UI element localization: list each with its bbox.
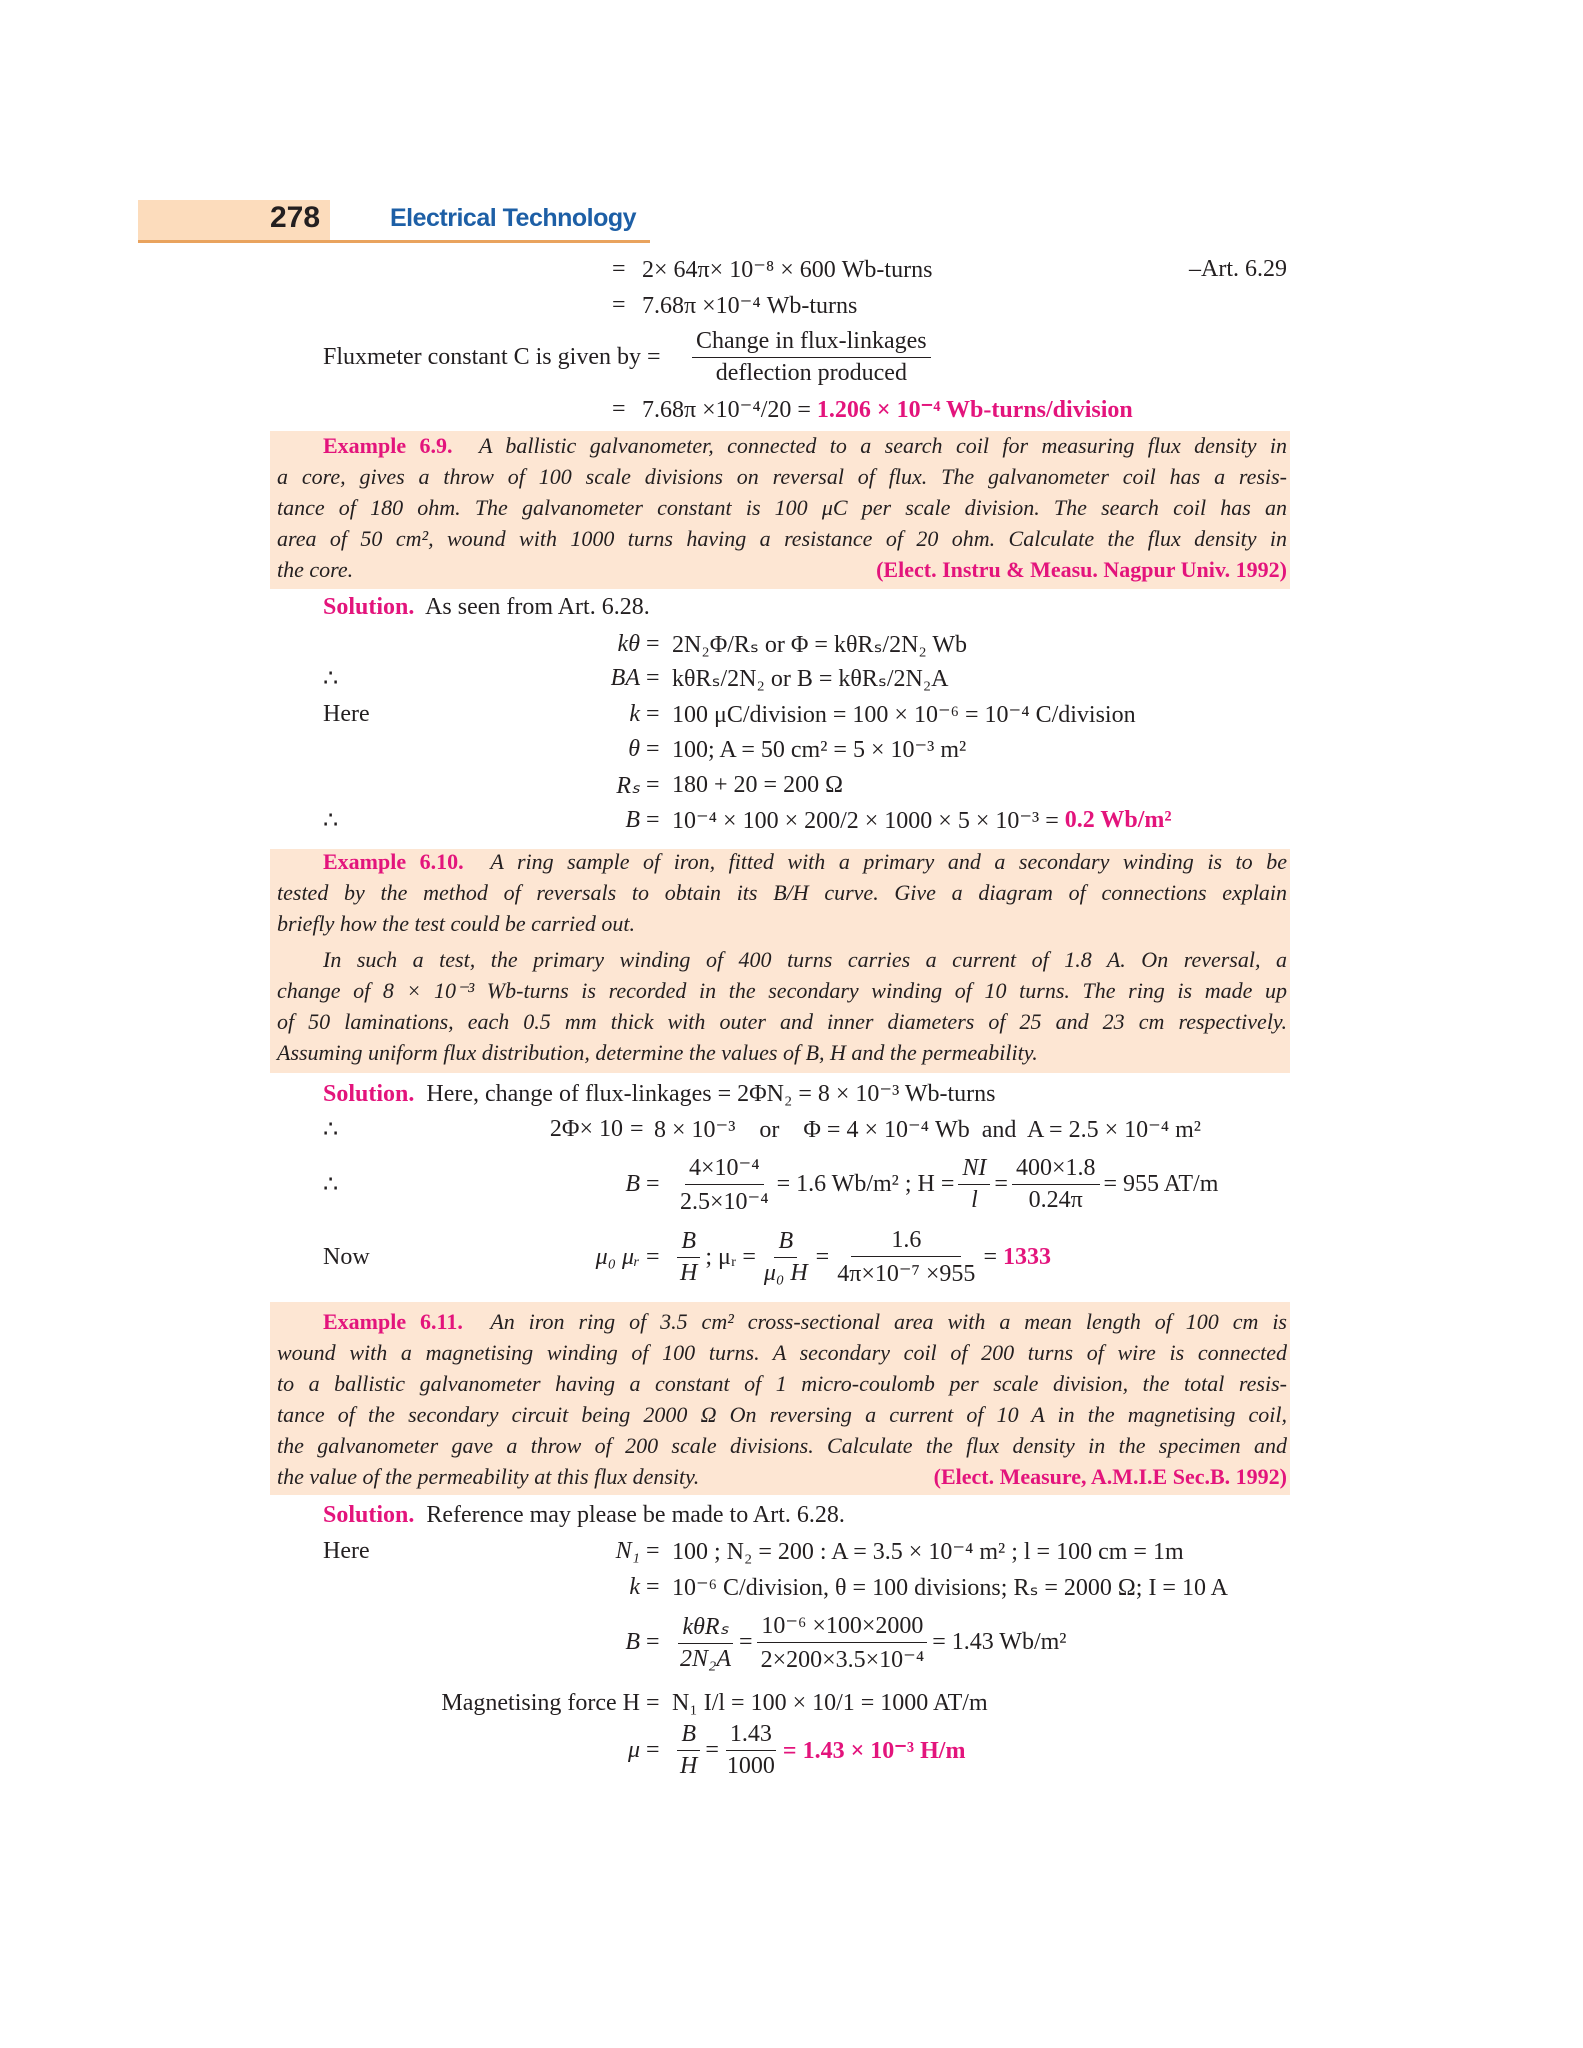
page-number: 278 — [270, 201, 321, 234]
equation-row: ∴ B = 10⁻⁴ × 100 × 200/2 × 1000 × 5 × 10⁻³ = 0.2 Wb/m² — [323, 806, 1172, 834]
solution-heading: Solution. Reference may please be made to Art. 6.28. — [323, 1501, 845, 1528]
source-reference: (Elect. Instru & Measu. Nagpur Univ. 1992) — [876, 557, 1287, 582]
equation-row: k = 10⁻⁶ C/division, θ = 100 divisions; Rₛ = 2000 Ω; I = 10 A — [629, 1573, 1228, 1601]
result: 0.2 Wb/m² — [1064, 806, 1172, 833]
equation-row: μ = $\frac{B}{H}$ = $\frac{1.43}{1000}$ = 1.43 × 10⁻³ H/m — [627, 1720, 966, 1779]
fraction: $\frac{1.6}{\text{4π×10⁻⁷ ×955}}$ — [837, 1226, 976, 1287]
equation-row: Magnetising force H = N₁ I/l = 100 × 10/1 = 1000 AT/m — [441, 1689, 988, 1716]
article-reference: –Art. 6.29 — [1189, 255, 1287, 282]
equation-row: ∴ BA = kθRₛ/2N₂ or B = kθRₛ/2N₂A — [323, 664, 949, 692]
book-title: Electrical Technology — [390, 204, 637, 232]
solution-heading: Solution. Here, change of flux-linkages = 2ΦN₂ = 8 × 10⁻³ Wb-turns — [323, 1080, 996, 1107]
fraction: $\frac{\text{Change in flux-linkages}}{\text{deflection produced}}$ — [692, 328, 931, 387]
fraction: $\frac{1.43}{1000}$ — [726, 1720, 775, 1779]
fraction: $\frac{\text{4×10⁻⁴}}{\text{2.5×10⁻⁴}}$ — [680, 1154, 769, 1215]
source-reference: (Elect. Measure, A.M.I.E Sec.B. 1992) — [933, 1464, 1287, 1489]
fraction: $\frac{\text{kθRₛ}}{\text{2N₂A}}$ — [680, 1613, 732, 1672]
fluxmeter-constant-row: Fluxmeter constant C is given by = $\frac{\text{Change in flux-linkages}}{\text{deflection produced}}$ — [0, 326, 1583, 388]
equation-row: ∴ 2Φ× 10 = 8 × 10⁻³ or Φ = 4 × 10⁻⁴ Wb and A = 2.5 × 10⁻⁴ m² — [323, 1115, 1201, 1143]
equation-row: B = $\frac{\text{kθRₛ}}{\text{2N₂A}}$ = $\frac{\text{10⁻⁶ ×100×2000}}{\text{2×200×3.5×10⁻⁴}}$ = 1.43 Wb/m² — [625, 1612, 1067, 1673]
equation-row: kθ = 2N₂Φ/Rₛ or Φ = kθRₛ/2N₂ Wb — [617, 630, 967, 658]
example-6-11: Example 6.11. An iron ring of 3.5 cm² cross-sectional area with a mean length of 100 cm is wound with a magnetising winding of 100 turns. A secondary coil of 200 turns of wire is connected to a ballistic galvanometer having a constant of 1 micro-coulomb per scale division, the total resis- tance of the secondary circuit being 2000 Ω On reversing a current of 10 A in the magnetising coil, the galvanometer gave a throw of 200 scale divisions. Calculate the flux density in the specimen and the value of the permeability at this flux density. (Elect. Measure, A.M.I.E Sec.B. 1992) — [277, 1306, 1287, 1492]
equation-row: θ = 100; A = 50 cm² = 5 × 10⁻³ m² — [628, 735, 967, 763]
example-6-10: Example 6.10. A ring sample of iron, fitted with a primary and a secondary winding is to be tested by the method of reversals to obtain its B/H curve. Give a diagram of connections explain briefly how the test could be carried out. In such a test, the primary winding of 400 turns carries a current of 1.8 A. On reversal, a change of 8 × 10⁻³ Wb-turns is recorded in the secondary winding of 10 turns. The ring is made up of 50 laminations, each 0.5 mm thick with outer and inner diameters of 25 and 23 cm respectively. Assuming uniform flux distribution, determine the values of B, H and the permeability. — [277, 849, 1287, 1065]
equation-row: = 7.68π ×10⁻⁴/20 = 1.206 × 10⁻⁴ Wb-turns/division — [612, 395, 1133, 423]
fraction: $\frac{B}{H}$ — [676, 1228, 701, 1287]
result: = 1.43 × 10⁻³ H/m — [782, 1737, 966, 1764]
equation-row: Here k = 100 μC/division = 100 × 10⁻⁶ = 10⁻⁴ C/division — [323, 700, 1136, 728]
fraction: $\frac{\text{10⁻⁶ ×100×2000}}{\text{2×200×3.5×10⁻⁴}}$ — [757, 1611, 929, 1674]
result: 1333 — [1002, 1243, 1051, 1270]
fraction: $\frac{NI}{l}$ — [958, 1155, 990, 1214]
fraction: $\frac{400\times 1.8}{0.24\pi}$ — [1012, 1155, 1100, 1214]
solution-heading: Solution. As seen from Art. 6.28. — [323, 593, 650, 620]
fraction: $\frac{B}{\text{μ₀ H}}$ — [763, 1227, 808, 1286]
equation-row: = 2× 64π× 10⁻⁸ × 600 Wb-turns –Art. 6.29 — [612, 255, 1287, 283]
example-6-9: Example 6.9. A ballistic galvanometer, connected to a search coil for measuring flux density in a core, gives a throw of 100 scale divisions on reversal of flux. The galvanometer coil has a resis- tance of 180 ohm. The galvanometer constant is 100 μC per scale division. The search coil has an area of 50 cm², wound with 1000 turns having a resistance of 20 ohm. Calculate the flux density in the core. (Elect. Instru & Measu. Nagpur Univ. 1992) — [277, 430, 1287, 585]
fraction: $\frac{B}{H}$ — [676, 1721, 701, 1780]
equation-row: Rₛ = 180 + 20 = 200 Ω — [616, 771, 843, 799]
equation-row: ∴ B = $\frac{\text{4×10⁻⁴}}{\text{2.5×10⁻⁴}}$ = 1.6 Wb/m² ; H = $\frac{NI}{l}$ = $\frac{400\times 1.8}{0.24\pi}$ = 955 AT/m — [323, 1154, 1219, 1215]
equation-row: Here N₁ = 100 ; N₂ = 200 : A = 3.5 × 10⁻⁴ m² ; l = 100 cm = 1m — [323, 1537, 1184, 1565]
header-rule — [138, 240, 650, 243]
equation-row: Now μ₀ μᵣ = $\frac{B}{H}$ ; μᵣ = $\frac{B}{\text{μ₀ H}}$ = $\frac{1.6}{\text{4π×10⁻⁷ ×955}}$ = 1333 — [323, 1226, 1051, 1287]
result: 1.206 × 10⁻⁴ Wb-turns/division — [816, 396, 1133, 423]
equation-row: = 7.68π ×10⁻⁴ Wb-turns — [612, 291, 858, 319]
